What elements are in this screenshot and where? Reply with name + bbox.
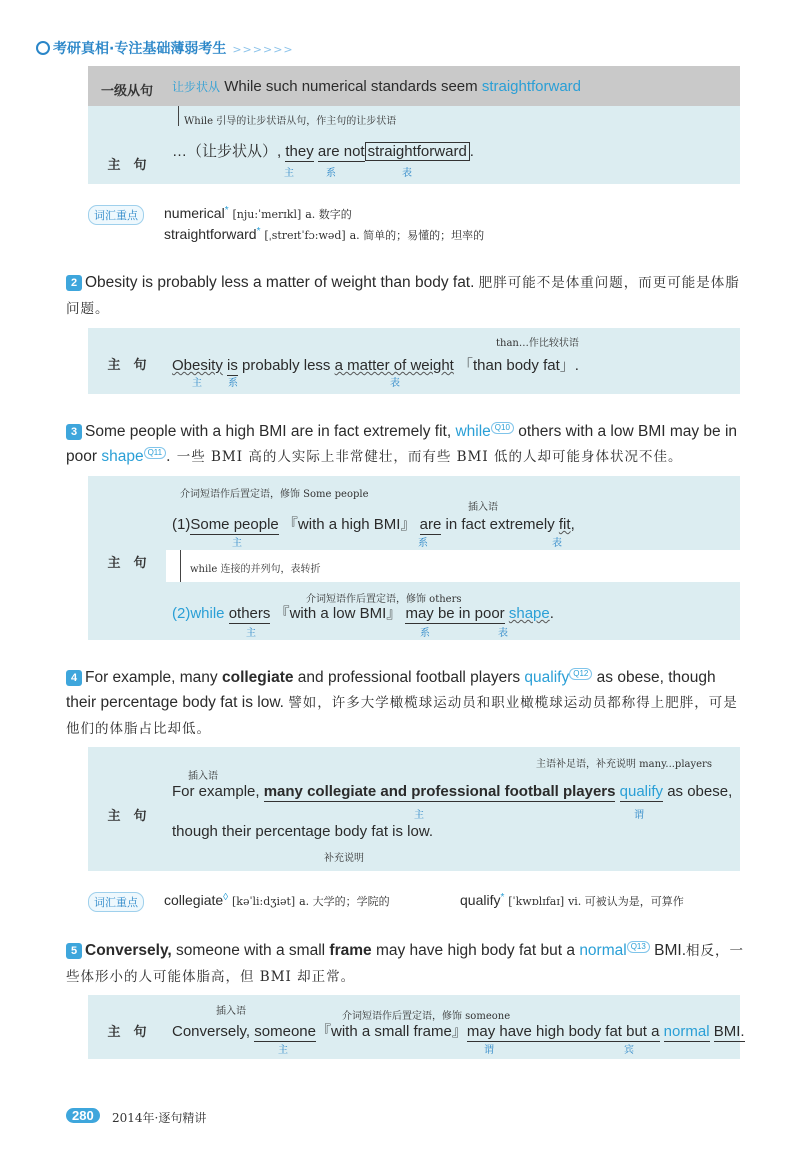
sentence-en: as obese, though their percentage body fat is low. bbox=[66, 669, 716, 711]
verb: are bbox=[419, 516, 442, 533]
role-subject: 主 bbox=[278, 1045, 288, 1056]
comparison: 「than body fat」. bbox=[458, 357, 579, 374]
subject: Some people bbox=[190, 516, 279, 533]
end-punct: . bbox=[549, 605, 554, 622]
predicative: shape bbox=[508, 605, 550, 622]
main-clause-line bbox=[172, 1020, 745, 1041]
keyword: shape bbox=[101, 448, 144, 465]
row-label-main: 主 句 bbox=[107, 809, 147, 824]
connector-line bbox=[180, 550, 181, 582]
page-number: 280 bbox=[66, 1108, 100, 1123]
modifier: 『with a small frame』 bbox=[315, 1023, 467, 1040]
sentence-3 bbox=[66, 419, 746, 470]
role-subject: 主 bbox=[192, 378, 202, 389]
predicative: straightforward bbox=[365, 142, 470, 161]
vocab-def: a. 大学的；学院的 bbox=[299, 895, 390, 908]
analysis-block-5 bbox=[88, 995, 745, 1059]
verb: are not bbox=[317, 143, 365, 160]
subject: Obesity bbox=[172, 357, 223, 374]
vocab-item bbox=[164, 226, 484, 243]
header-arrows: >>>>>> bbox=[232, 43, 294, 56]
star-icon: * bbox=[256, 226, 261, 237]
footer-title: 2014年·逐句精讲 bbox=[112, 1111, 207, 1125]
arrow-line bbox=[178, 106, 179, 126]
role-copula: 系 bbox=[228, 378, 238, 389]
insertion-annotation: 插入语 bbox=[216, 1006, 246, 1017]
clause-keyword: straightforward bbox=[481, 78, 582, 95]
conjunction: while bbox=[190, 605, 225, 622]
clause-number: (2) bbox=[172, 605, 191, 622]
vocab-phonetic: [nju:ˈmerɪkl] bbox=[232, 208, 302, 221]
role-subject: 主 bbox=[284, 168, 294, 179]
question-tag: Q12 bbox=[569, 668, 592, 680]
main-clause-line bbox=[172, 354, 579, 375]
subject: many collegiate and professional football players bbox=[263, 783, 616, 800]
star-icon: * bbox=[500, 892, 505, 903]
clause-annotation: While 引导的让步状语从句，作主句的让步状语 bbox=[184, 116, 397, 127]
insertion-annotation: 插入语 bbox=[468, 502, 498, 513]
page-header bbox=[36, 38, 294, 58]
header-title: 考研真相·专注基础薄弱考生 bbox=[53, 41, 227, 57]
row-label-main: 主 句 bbox=[107, 358, 147, 373]
sentence-4 bbox=[66, 665, 746, 742]
analysis-block-4 bbox=[88, 747, 740, 871]
vocab-item bbox=[460, 892, 684, 909]
row-label-clause: 一级从句 bbox=[100, 84, 153, 99]
supplement-annotation: 补充说明 bbox=[324, 853, 364, 864]
role-copula: 系 bbox=[420, 628, 430, 639]
sentence-en: BMI. bbox=[654, 942, 687, 959]
role-subject: 主 bbox=[246, 628, 256, 639]
keyword: Conversely, bbox=[85, 942, 172, 959]
clause-line-2 bbox=[172, 602, 554, 623]
vocab-word: numerical bbox=[164, 205, 225, 221]
question-tag: Q10 bbox=[491, 422, 514, 434]
sentence-cn: 譬如，许多大学橄榄球运动员和职业橄榄球运动员都称得上肥胖，可是他们的体脂占比却低。 bbox=[66, 695, 738, 737]
keyword: while bbox=[455, 423, 491, 440]
modifier: probably less bbox=[242, 357, 331, 374]
sentence-number: 2 bbox=[66, 275, 82, 291]
vocab-def: a. 简单的；易懂的；坦率的 bbox=[349, 229, 485, 242]
end-punct: . bbox=[469, 143, 474, 160]
sentence-cn: . 一些 BMI 高的人实际上非常健壮，而有些 BMI 低的人却可能身体状况不佳。 bbox=[166, 449, 683, 465]
row-label-main: 主 句 bbox=[107, 556, 147, 571]
insertion-annotation: 插入语 bbox=[188, 771, 218, 782]
role-copula: 系 bbox=[418, 538, 428, 549]
vocab-phonetic: [ˈkwɒlɪfaɪ] bbox=[508, 895, 565, 908]
verb: may be in poor bbox=[405, 605, 505, 622]
clause-line-1 bbox=[172, 513, 575, 534]
vocab-def: vi. 可被认为是，可算作 bbox=[568, 895, 684, 908]
subject: someone bbox=[254, 1023, 316, 1040]
modifier: 『with a high BMI』 bbox=[282, 516, 416, 533]
modifier-annotation: 介词短语作后置定语，修饰 someone bbox=[342, 1011, 511, 1022]
analysis-block-1 bbox=[88, 66, 740, 184]
question-tag: Q11 bbox=[144, 447, 167, 459]
star-icon: * bbox=[224, 205, 229, 216]
star-icon: ◊ bbox=[223, 892, 229, 903]
insertion: Conversely, bbox=[172, 1023, 251, 1040]
role-copula: 系 bbox=[326, 168, 336, 179]
vocab-word: collegiate bbox=[164, 892, 224, 908]
modifier-annotation: 介词短语作后置定语，修饰 others bbox=[306, 594, 462, 605]
vocab-item bbox=[164, 892, 390, 909]
coordination-annotation: while 连接的并列句，表转折 bbox=[190, 564, 321, 575]
magnifier-icon bbox=[36, 41, 50, 55]
role-object: 宾 bbox=[624, 1045, 634, 1056]
sentence-en: may have high body fat but a bbox=[375, 942, 575, 959]
role-predicate: 谓 bbox=[484, 1045, 494, 1056]
object: BMI. bbox=[713, 1023, 745, 1040]
predicate: may have high body fat but a bbox=[466, 1023, 660, 1040]
clause-number: (1) bbox=[172, 516, 191, 533]
sentence-en: Obesity is probably less a matter of weight than body fat. bbox=[85, 274, 475, 291]
sentence-number: 4 bbox=[66, 670, 82, 686]
role-predicate: 谓 bbox=[634, 810, 644, 821]
sentence-en: and professional football players bbox=[297, 669, 521, 686]
main-clause-line bbox=[172, 140, 474, 161]
keyword: normal bbox=[663, 1023, 710, 1040]
clause-line bbox=[172, 78, 581, 95]
clause-prefix: 让步状从 bbox=[172, 80, 221, 94]
keyword: qualify bbox=[524, 669, 570, 686]
verb: is bbox=[227, 357, 238, 374]
vocab-word: straightforward bbox=[164, 226, 257, 242]
concession-line: though their percentage body fat is low. bbox=[172, 823, 434, 840]
keyword: frame bbox=[329, 942, 372, 959]
vocab-phonetic: [kəˈli:dʒiət] bbox=[232, 895, 296, 908]
vocab-word: qualify bbox=[460, 892, 501, 908]
role-subject: 主 bbox=[232, 538, 242, 549]
sentence-en: Some people with a high BMI are in fact extremely fit, bbox=[85, 423, 452, 440]
sentence-en: others with a low BMI may be in poor bbox=[66, 423, 738, 465]
sentence-en: For example, many bbox=[85, 669, 218, 686]
main-clause-line bbox=[172, 783, 732, 800]
sentence-en: someone with a small bbox=[176, 942, 326, 959]
role-predicative: 表 bbox=[390, 378, 400, 389]
clause-text: While such numerical standards seem bbox=[224, 78, 478, 95]
modifier-annotation: 介词短语作后置定语，修饰 Some people bbox=[180, 489, 369, 500]
role-predicative: 表 bbox=[552, 538, 562, 549]
insertion: For example, bbox=[172, 783, 260, 800]
subject: others bbox=[228, 605, 271, 622]
end-punct: , bbox=[570, 516, 575, 533]
insertion: in fact extremely bbox=[445, 516, 555, 533]
complement: as obese, bbox=[667, 783, 733, 800]
sentence-number: 3 bbox=[66, 424, 82, 440]
analysis-block-2 bbox=[88, 328, 740, 394]
comparison-annotation: than…作比较状语 bbox=[496, 338, 579, 349]
sentence-number: 5 bbox=[66, 943, 82, 959]
vocab-tag-2: 词汇重点 bbox=[88, 892, 144, 912]
role-subject: 主 bbox=[414, 810, 424, 821]
keyword: collegiate bbox=[221, 669, 294, 686]
keyword: normal bbox=[579, 942, 627, 959]
question-tag: Q13 bbox=[627, 941, 650, 953]
sentence-5 bbox=[66, 938, 746, 990]
modifier: 『with a low BMI』 bbox=[274, 605, 402, 622]
verb: qualify bbox=[619, 783, 664, 800]
analysis-block-3 bbox=[88, 476, 740, 640]
vocab-phonetic: [ˌstreɪtˈfɔ:wəd] bbox=[264, 229, 346, 242]
row-label-main: 主 句 bbox=[107, 158, 147, 173]
complement-annotation: 主语补足语，补充说明 many...players bbox=[536, 759, 712, 770]
vocab-tag-1: 词汇重点 bbox=[88, 205, 144, 225]
predicative: a matter of weight bbox=[334, 357, 454, 374]
main-prefix: …（让步状从）, bbox=[172, 143, 282, 160]
vocab-item bbox=[164, 205, 352, 222]
role-predicative: 表 bbox=[402, 168, 412, 179]
predicative: fit bbox=[558, 516, 571, 533]
sentence-cn: 肥胖可能不是体重问题，而更可能是体脂问题。 bbox=[66, 275, 740, 317]
sentence-2 bbox=[66, 270, 746, 322]
role-predicative: 表 bbox=[498, 628, 508, 639]
subject: they bbox=[285, 143, 314, 160]
sentence-cn: 相反，一些体形小的人可能体脂高，但 BMI 却正常。 bbox=[66, 943, 745, 985]
vocab-def: a. 数字的 bbox=[305, 208, 352, 221]
row-label-main: 主 句 bbox=[107, 1025, 147, 1040]
